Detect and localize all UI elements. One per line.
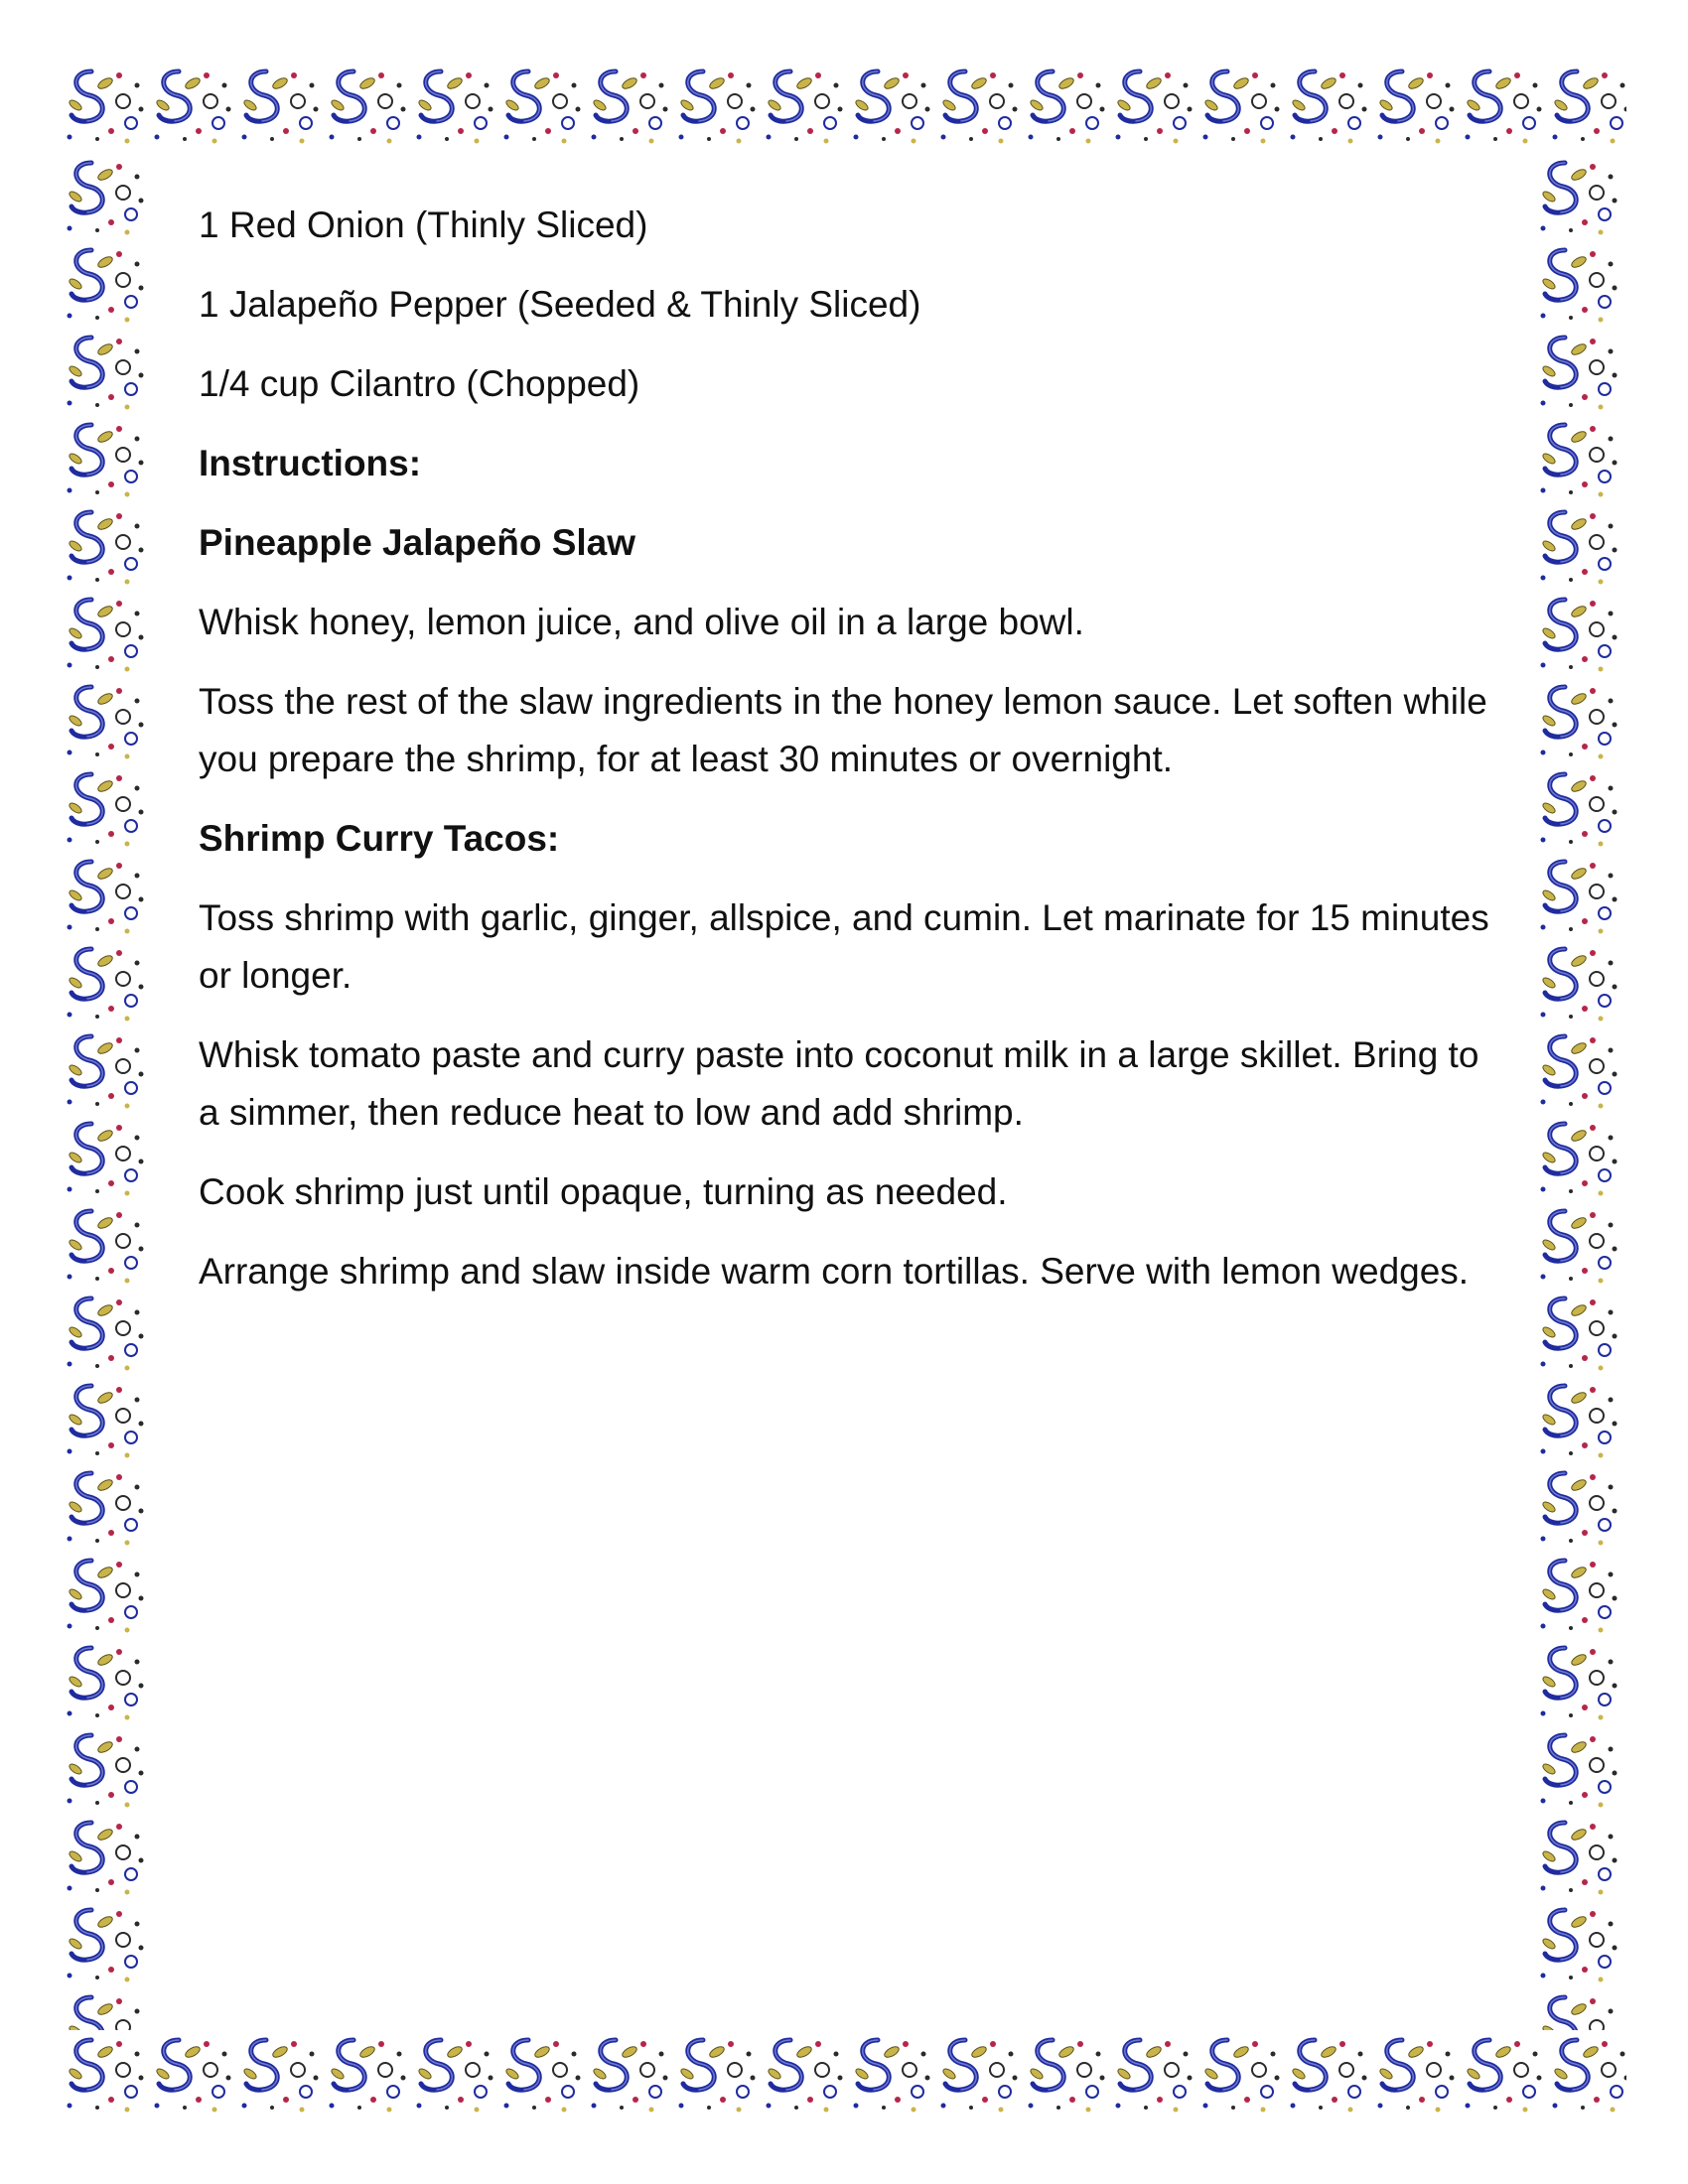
tacos-step: Cook shrimp just until opaque, turning as needed. [199,1171,1008,1212]
ingredient-line: 1 Jalapeño Pepper (Seeded & Thinly Sliced) [199,284,921,325]
border-right-vine [1535,153,1626,2030]
recipe-content [199,197,1489,1322]
tacos-step: Toss shrimp with garlic, ginger, allspice, and cumin. Let marinate for 15 minutes or longer. [199,897,1489,996]
vine-pattern-left [62,153,153,2030]
instructions-heading: Instructions: [199,443,422,483]
border-bottom-vine [62,2030,1626,2121]
slaw-step: Toss the rest of the slaw ingredients in the honey lemon sauce. Let soften while you prepare the shrimp, for at least 30 minutes or overnight. [199,681,1487,779]
vine-pattern-right [1535,153,1626,2030]
slaw-heading: Pineapple Jalapeño Slaw [199,522,636,563]
vine-pattern-top [62,62,1626,153]
slaw-step: Whisk honey, lemon juice, and olive oil in a large bowl. [199,602,1084,642]
border-top-vine [62,62,1626,153]
tacos-heading: Shrimp Curry Tacos: [199,818,560,859]
vine-pattern-bottom [62,2030,1626,2121]
tacos-step: Whisk tomato paste and curry paste into coconut milk in a large skillet. Bring to a simmer, then reduce heat to low and add shrimp. [199,1034,1479,1133]
border-left-vine [62,153,153,2030]
ingredient-line: 1 Red Onion (Thinly Sliced) [199,205,648,245]
ingredient-line: 1/4 cup Cilantro (Chopped) [199,363,640,404]
tacos-step: Arrange shrimp and slaw inside warm corn tortillas. Serve with lemon wedges. [199,1251,1470,1292]
